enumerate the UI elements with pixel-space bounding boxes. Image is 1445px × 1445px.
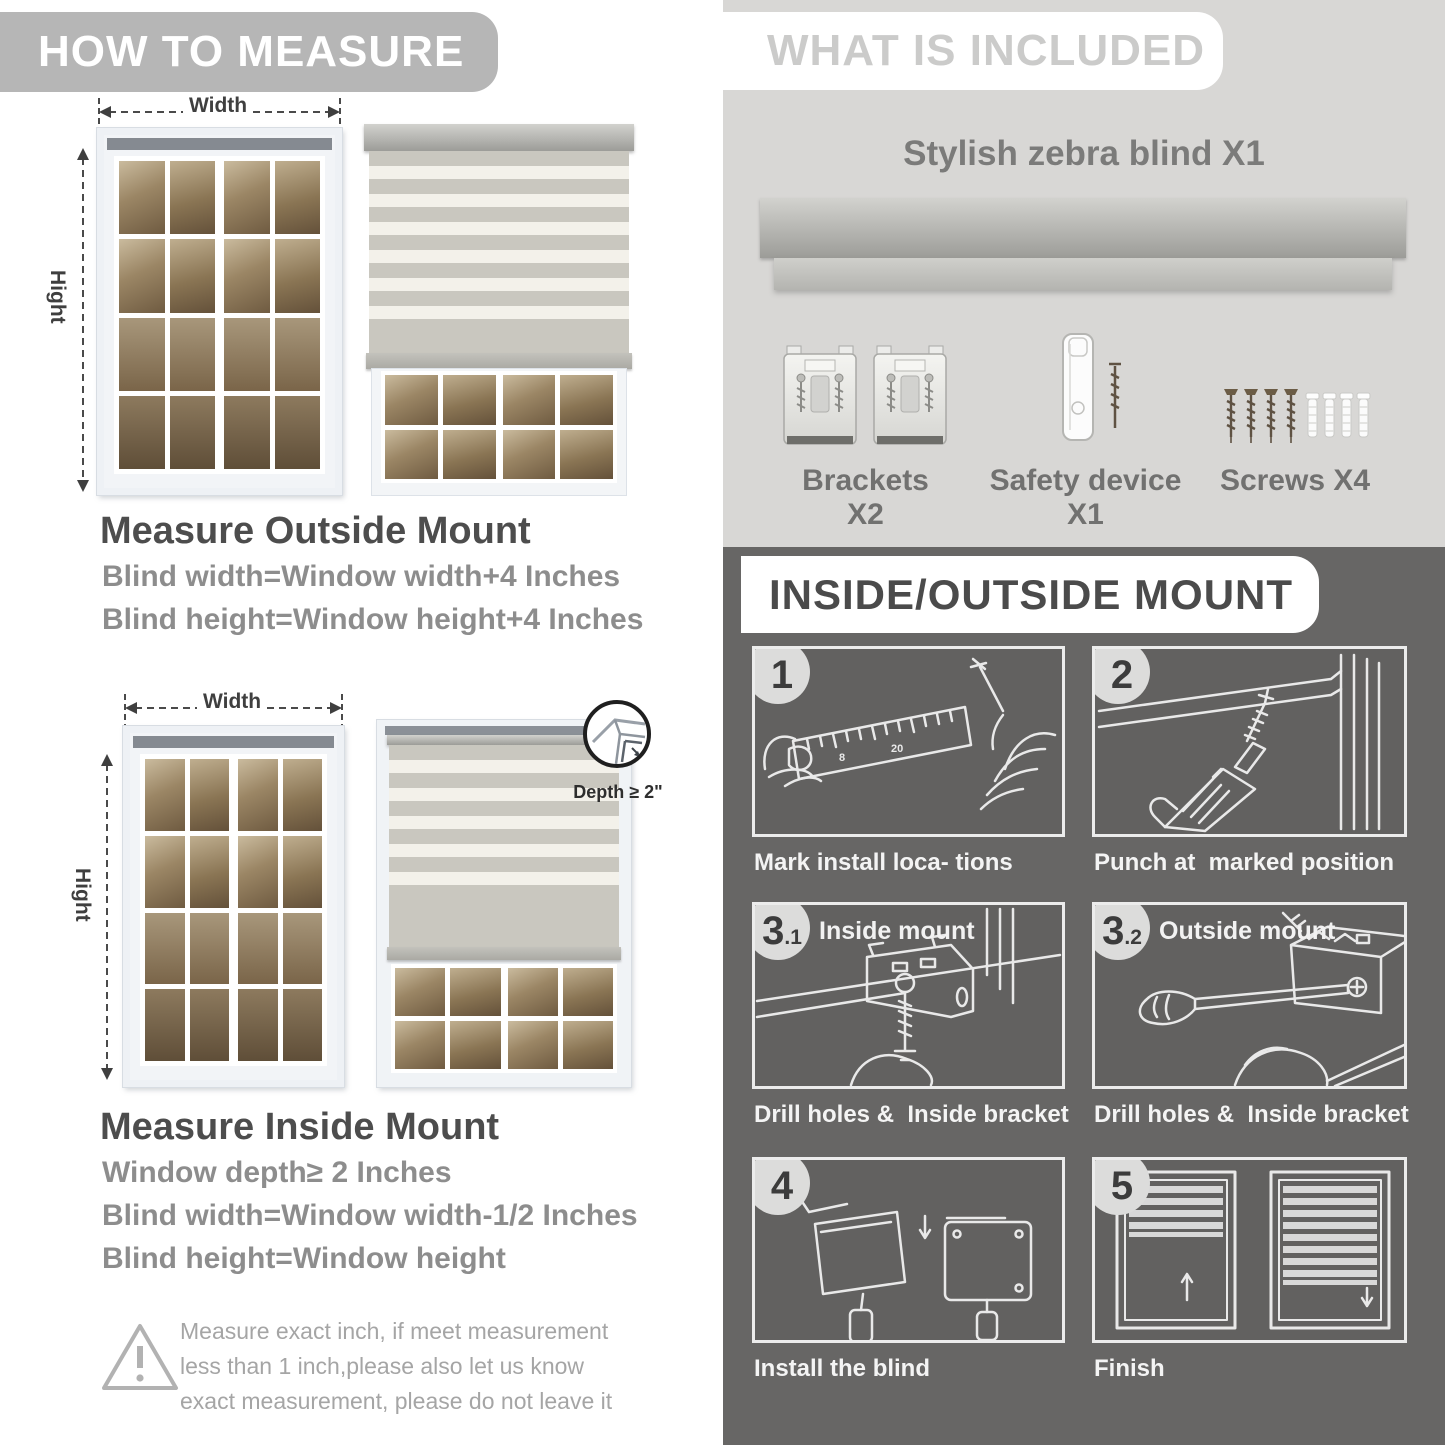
blind-fabric [369,151,629,333]
mount-panel [723,547,1445,1445]
screws-icon [1222,385,1372,447]
how-to-measure-title: HOW TO MEASURE [38,27,465,76]
window-top-shade [107,138,332,150]
inside-mount-line2: Blind width=Window width-1/2 Inches [102,1199,638,1232]
product-bottom-rail [774,258,1392,290]
step-panel-3-2 [1092,902,1407,1089]
how-to-measure-banner [0,12,498,92]
outside-mount-line2: Blind height=Window height+4 Inches [102,603,644,636]
height-label-outside: Hight [45,264,69,330]
window-glass [140,754,327,1066]
brackets-icon [783,342,948,450]
step-number-badge: 1 [752,646,810,704]
zebra-blind-photo-outside [364,124,634,495]
step-number-badge: 5 [1092,1157,1150,1215]
mount-title: INSIDE/OUTSIDE MOUNT [769,571,1294,618]
blind-item-label: Stylish zebra blind X1 [903,134,1265,173]
step-caption-4: Install the blind [754,1355,931,1382]
product-headrail [760,198,1406,258]
depth-label: Depth ≥ 2" [573,782,663,802]
height-arrow-outside [76,146,90,494]
window-glass [391,964,617,1073]
blind-solid-band [389,895,619,947]
width-label-outside: Width [183,94,253,118]
window-photo-inside [123,726,344,1087]
step-panel-4 [752,1157,1065,1343]
window-below-blind [372,369,626,495]
inside-mount-line3: Blind height=Window height [102,1242,506,1275]
step-panel-5 [1092,1157,1407,1343]
blind-headrail [364,124,634,151]
warning-text: Measure exact inch, if meet measurement less than 1 inch,please also let us know exact measurement, please do not leave it [180,1318,613,1414]
step-number-badge: 3 .2 [1092,902,1150,960]
window-sash-right [238,759,322,1061]
mount-banner [741,556,1319,633]
included-panel [723,0,1445,547]
step-number-badge: 2 [1092,646,1150,704]
depth-magnifier-icon [583,700,651,768]
step-panel-1 [752,646,1065,837]
blind-bottom-rail [366,353,632,369]
included-banner [723,12,1223,90]
outside-mount-title: Measure Outside Mount [100,510,531,552]
blind-window-photo-inside [377,720,631,1087]
height-label-inside: Hight [70,862,94,928]
included-title: WHAT IS INCLUDED [767,26,1206,75]
step-panel-2 [1092,646,1407,837]
blind-fabric [389,745,619,895]
step-caption-3-2: Drill holes & Inside bracket [1094,1101,1409,1128]
svg-text:20: 20 [891,743,904,755]
step-caption-2: Punch at marked position [1094,849,1395,876]
step-caption-5: Finish [1094,1355,1165,1382]
brackets-label: Brackets X2 [802,464,929,531]
step-caption-1: Mark install loca- tions [754,849,1013,876]
warning-triangle-icon [98,1318,182,1398]
blind-bottom-rail [387,947,621,960]
inside-mount-title: Measure Inside Mount [100,1106,500,1148]
step-panel-3-1 [752,902,1065,1089]
svg-text:8: 8 [839,752,846,764]
step-number-badge: 4 [752,1157,810,1215]
outside-mount-line1: Blind width=Window width+4 Inches [102,560,621,593]
window-sash-left [145,759,229,1061]
window-glass [114,156,325,474]
window-sash-right [224,161,320,469]
screws-label: Screws X4 [1219,464,1371,497]
step-inner-label: Outside mount [1159,917,1336,945]
safety-device-label: Safety device X1 [989,464,1182,531]
blind-solid-band [369,333,629,353]
inside-mount-line1: Window depth≥ 2 Inches [102,1156,452,1189]
window-photo-outside [97,128,342,495]
step-number-badge: 3 .1 [752,902,810,960]
step-caption-3-1: Drill holes & Inside bracket [754,1101,1069,1128]
safety-device-icon [1043,330,1138,450]
height-arrow-inside [100,752,114,1082]
step-inner-label: Inside mount [819,917,975,945]
window-top-shade [133,736,334,748]
window-sash-left [119,161,215,469]
width-label-inside: Width [197,690,267,714]
